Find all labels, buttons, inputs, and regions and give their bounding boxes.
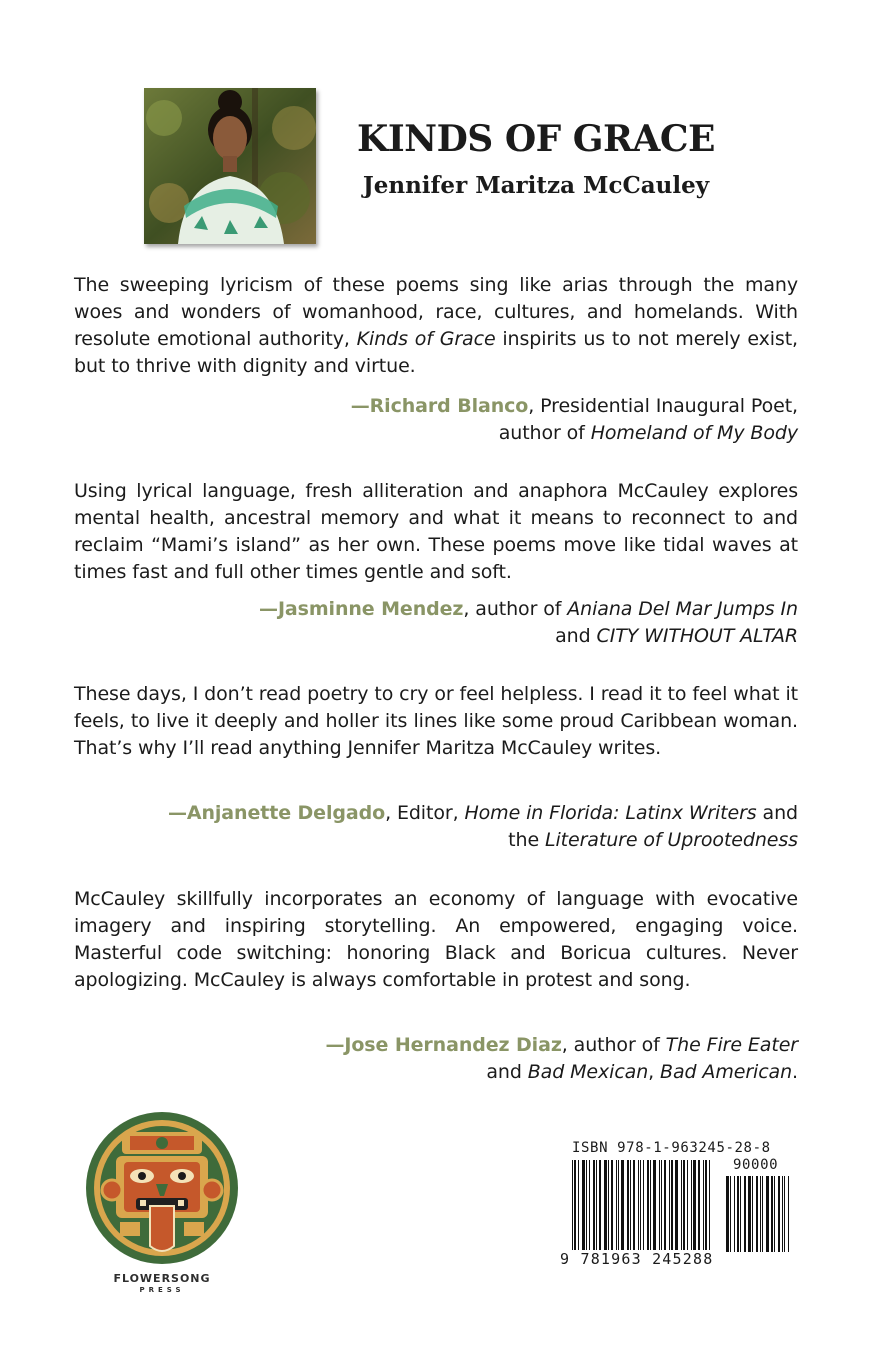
credit-role: the <box>508 829 545 851</box>
credit-book: The Fire Eater <box>665 1034 798 1056</box>
credit-name: —Jose Hernandez Diaz <box>325 1034 562 1056</box>
credit-book: Aniana Del Mar Jumps In <box>567 598 798 620</box>
credit-book: Bad Mexican <box>527 1061 649 1083</box>
blurb-book-title: Kinds of Grace <box>356 328 496 350</box>
blurb-richard-blanco <box>74 272 798 380</box>
credit-role: , author of <box>561 1034 666 1056</box>
book-title: KINDS OF GRACE <box>357 118 715 160</box>
isbn-text: ISBN 978-1-963245-28-8 <box>572 1140 771 1156</box>
book-author: Jennifer Maritza McCauley <box>362 172 710 199</box>
credit-name: —Anjanette Delgado <box>167 802 386 824</box>
credit-book: Homeland of My Body <box>590 422 798 444</box>
credit-role: , <box>648 1061 661 1083</box>
credit-book: Literature of Uprootedness <box>544 829 798 851</box>
blurb-anjanette-delgado: These days, I don’t read poetry to cry or feel helpless. I read it to feel what it feels, to live it deeply and holler its lines like some proud Caribbean woman. That’s why I’ll read anything Jennifer Maritza McCauley writes. <box>74 683 798 759</box>
publisher-name: FLOWERSONG <box>113 1272 211 1285</box>
credit-book: Home in Florida: Latinx Writers <box>464 802 757 824</box>
credit-jasminne-mendez <box>74 596 798 650</box>
credit-role: , Presidential Inaugural Poet, <box>528 395 798 417</box>
author-photo <box>144 88 316 244</box>
credit-role: , Editor, <box>385 802 465 824</box>
credit-role: and <box>756 802 798 824</box>
credit-role: . <box>792 1061 798 1083</box>
credit-anjanette-delgado <box>74 800 798 854</box>
publisher-sub: PRESS <box>139 1286 185 1294</box>
credit-book: CITY WITHOUT ALTAR <box>596 625 798 647</box>
credit-name: —Jasminne Mendez <box>259 598 464 620</box>
credit-role: , author of <box>463 598 568 620</box>
credit-role: and <box>555 625 597 647</box>
credit-role: author of <box>498 422 591 444</box>
ean-number: 9 781963 245288 <box>560 1250 714 1268</box>
credit-role: and <box>486 1061 528 1083</box>
blurb-jose-hernandez-diaz: McCauley skillfully incorporates an economy of language with evocative imagery and inspiring storytelling. An empowered, engaging voice. Masterful code switching: honoring Black and Boricua cultures. Never apologizing. McCauley is always comfortable in protest and song. <box>74 888 798 991</box>
blurb-text: The sweeping lyricism of these poems sing like arias through the many woes and wonders of womanhood, race, cultures, and homelands. With resolute emotional authority, <box>74 274 798 350</box>
aztec-mask-icon <box>84 1110 240 1270</box>
credit-richard-blanco <box>74 393 798 447</box>
credit-jose-hernandez-diaz <box>74 1032 798 1086</box>
blurb-jasminne-mendez: Using lyrical language, fresh alliteration and anaphora McCauley explores mental health, ancestral memory and what it means to reconnect to and reclaim “Mami’s island” as her own. These poems move like tidal waves at times fast and full other times gentle and soft. <box>74 480 798 583</box>
blurb-text: inspirits us to not merely exist, but to thrive with dignity and virtue. <box>74 328 798 377</box>
credit-book: Bad American <box>660 1061 793 1083</box>
barcode-addon-number: 90000 <box>733 1157 779 1173</box>
credit-name: —Richard Blanco <box>350 395 529 417</box>
